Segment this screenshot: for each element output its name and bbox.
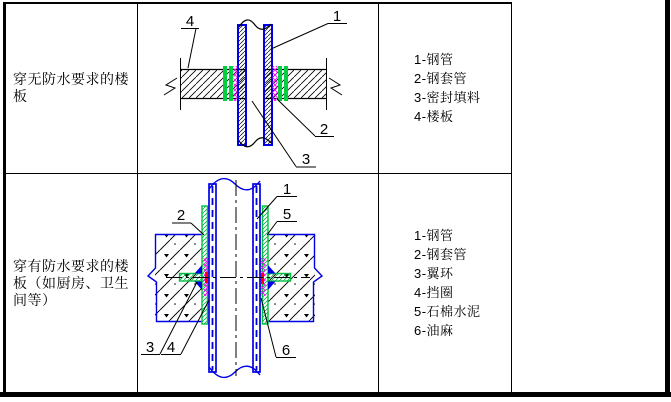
empty-column-cell — [512, 0, 665, 392]
row1-description-cell — [6, 2, 137, 173]
legend-item: 5-石棉水泥 — [414, 304, 481, 319]
legend-item: 1-钢管 — [414, 52, 454, 67]
callout-wing-ring: 3 — [145, 339, 155, 356]
legend-item: 2-钢套管 — [414, 247, 468, 262]
row1-description: 穿无防水要求的楼板 — [13, 70, 129, 104]
row2-legend-cell — [379, 174, 510, 392]
legend-item: 2-钢套管 — [414, 71, 468, 86]
callout-retaining-ring: 4 — [166, 339, 176, 356]
break-mark-right — [329, 78, 342, 95]
break-mark-left — [164, 78, 177, 95]
callout-floor-slab: 4 — [185, 13, 195, 30]
table-right-border — [665, 0, 670, 392]
row1-diagram-cell — [138, 3, 378, 173]
row2-diagram-cell — [138, 174, 378, 392]
retaining-ring-right — [261, 273, 264, 284]
legend-item: 3-翼环 — [414, 266, 454, 281]
callout-steel-sleeve: 2 — [319, 121, 329, 138]
callout-oakum: 6 — [281, 342, 291, 359]
callout-sealant: 3 — [301, 151, 311, 168]
callout-steel-pipe: 1 — [282, 181, 292, 198]
legend-item: 4-挡圈 — [414, 285, 454, 300]
row2-description: 穿有防水要求的楼板（如厨房、卫生间等） — [13, 257, 129, 308]
callout-asbestos-cement: 5 — [282, 206, 292, 223]
sealant-right — [273, 66, 278, 101]
callout-steel-pipe: 1 — [332, 8, 342, 25]
legend-item: 3-密封填料 — [414, 90, 481, 105]
legend-item: 6-油麻 — [414, 323, 454, 338]
callout-steel-sleeve: 2 — [176, 207, 186, 224]
table-bottom-border — [0, 392, 671, 397]
legend-item: 4-楼板 — [414, 109, 454, 124]
row2-description-cell — [6, 174, 137, 392]
legend-item: 1-钢管 — [414, 228, 454, 243]
steel-pipe — [238, 20, 272, 147]
row1-legend-cell — [379, 3, 510, 173]
row2-diagram — [138, 174, 378, 392]
row1-diagram — [138, 3, 378, 173]
